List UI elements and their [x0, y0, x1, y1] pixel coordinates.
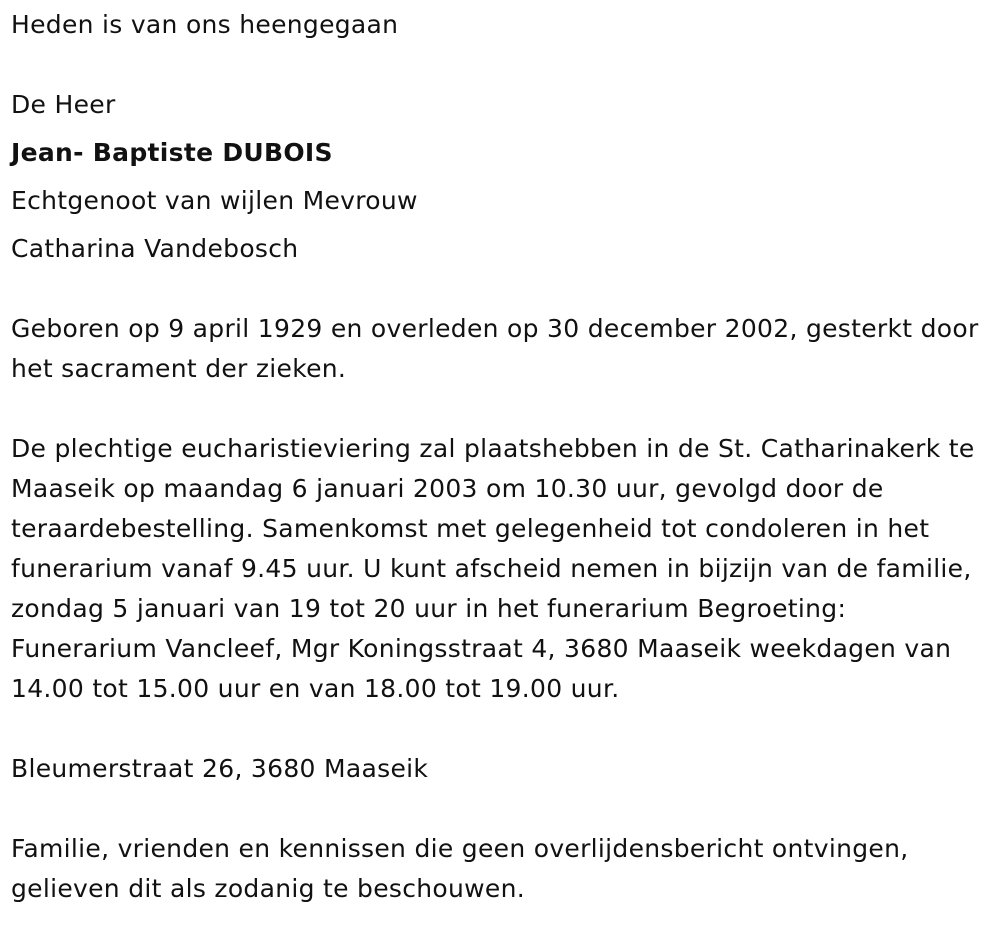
- ceremony-paragraph: De plechtige eucharistieviering zal plaatshebben in de St. Catharinakerk te Maaseik op maandag 6 januari 2003 om 10.30 uur, gevolgd door de teraardebestelling. Samenkomst met gelegenheid tot condoleren in het funerarium vanaf 9.45 uur. U kunt afscheid nemen in bijzijn van de familie, zondag 5 januari van 19 tot 20 uur in het funerarium Begroeting: Funerarium Vancleef, Mgr Koningsstraat 4, 3680 Maaseik weekdagen van 14.00 tot 15.00 uur en van 18.00 tot 19.00 uur.: [11, 434, 975, 703]
- closing-paragraph: Familie, vrienden en kennissen die geen overlijdensbericht ontvingen, gelieven dit als zodanig te beschouwen.: [11, 834, 909, 903]
- spouse-line-1: Echtgenoot van wijlen Mevrouw: [11, 186, 418, 215]
- address-text: Bleumerstraat 26, 3680 Maaseik: [11, 754, 429, 783]
- intro-text: Heden is van ons heengegaan: [11, 10, 399, 39]
- salutation-text: De Heer: [11, 90, 116, 119]
- birth-death-paragraph: Geboren op 9 april 1929 en overleden op 30 december 2002, gesterkt door het sacrament der zieken.: [11, 314, 979, 383]
- spouse-line-2: Catharina Vandebosch: [11, 234, 299, 263]
- deceased-name: Jean- Baptiste DUBOIS: [11, 138, 333, 167]
